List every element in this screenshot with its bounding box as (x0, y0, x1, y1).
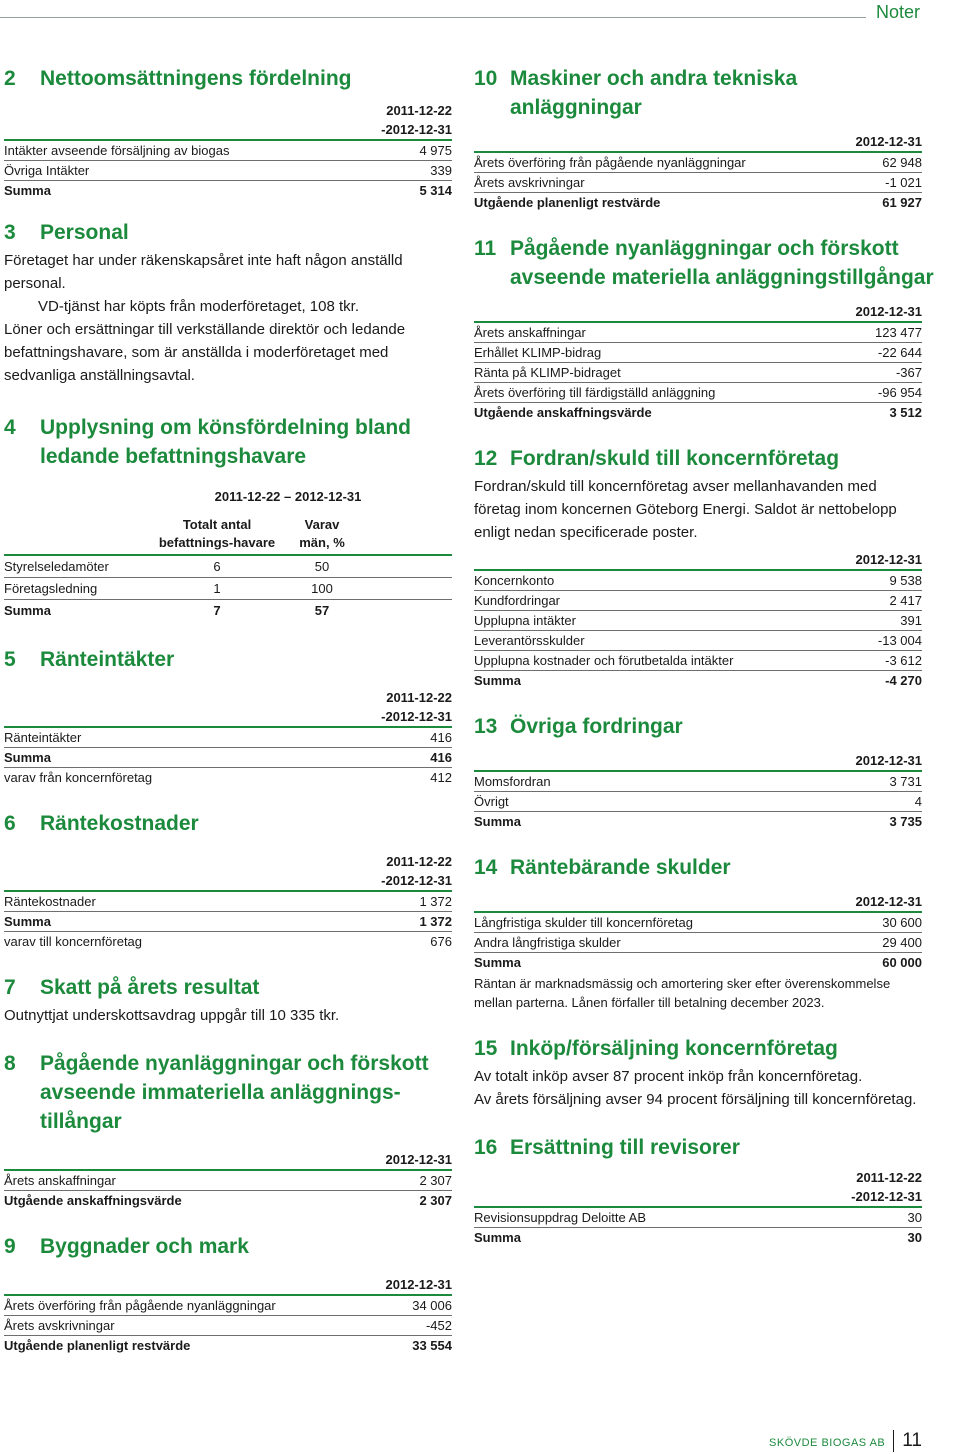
row-value: 3 735 (889, 814, 922, 829)
row-label: varav till koncernföretag (4, 934, 143, 949)
row-label: Årets anskaffningar (4, 1173, 116, 1188)
row-label: Revisionsuppdrag Deloitte AB (474, 1210, 646, 1225)
period-label: 2011-12-22 (386, 854, 452, 869)
row-value: -96 954 (877, 385, 922, 400)
row-value: 676 (430, 934, 452, 949)
row-label: Årets överföring till färdigställd anläggning (474, 385, 716, 400)
note-15-paragraph: Av årets försäljning avser 94 procent försäljning till koncernföretag. (474, 1091, 917, 1108)
note-number: 14 (474, 856, 498, 879)
row-value: 60 000 (882, 955, 922, 970)
row-label: Utgående anskaffningsvärde (4, 1193, 182, 1208)
row-label: Årets överföring från pågående nyanläggningar (4, 1298, 276, 1313)
row-value: -4 270 (885, 673, 922, 688)
note-number: 13 (474, 715, 498, 738)
note-number: 2 (4, 67, 16, 90)
row-value: -22 644 (877, 345, 922, 360)
period-label: 2012-12-31 (474, 550, 922, 571)
row-value: 61 927 (882, 195, 922, 210)
table-row (474, 651, 922, 671)
note-number: 9 (4, 1235, 16, 1258)
row-value: -3 612 (885, 653, 922, 668)
row-value: 2 417 (889, 593, 922, 608)
note-10-heading (474, 64, 922, 122)
note-7-heading (4, 973, 452, 1002)
note-14-heading (474, 853, 922, 882)
row-value: 30 600 (882, 915, 922, 930)
note-6-heading (4, 809, 452, 838)
table-row (4, 181, 452, 200)
period-label: -2012-12-31 (474, 1187, 922, 1208)
table-row (474, 792, 922, 812)
row-value: 1 372 (419, 894, 452, 909)
row-label: Årets anskaffningar (474, 325, 586, 340)
table-header (4, 516, 452, 556)
note-5-table (4, 688, 452, 787)
left-column (4, 64, 452, 1377)
table-row (4, 932, 452, 951)
table-row (474, 913, 922, 933)
row-label: varav från koncernföretag (4, 770, 153, 785)
row-label: Andra långfristiga skulder (474, 935, 621, 950)
table-row (474, 631, 922, 651)
note-3-heading (4, 218, 452, 247)
row-label: Övrigt (474, 794, 509, 809)
note-number: 5 (4, 648, 16, 671)
company-name: SKÖVDE BIOGAS AB (769, 1437, 886, 1449)
table-row (4, 892, 452, 912)
note-11-table (474, 302, 922, 422)
page-number: 11 (902, 1430, 922, 1451)
note-title: Inköp/försäljning koncernföretag (510, 1037, 838, 1060)
table-row (4, 748, 452, 768)
note-title: Räntekostnader (40, 812, 199, 835)
note-title: Övriga fordringar (510, 715, 683, 738)
note-14-table (474, 892, 922, 1012)
table-row (474, 193, 922, 212)
note-13-heading (474, 712, 922, 741)
note-title: Fordran/skuld till koncernföretag (510, 447, 840, 470)
row-value: 3 731 (889, 774, 922, 789)
note-number: 6 (4, 812, 16, 835)
note-16 (474, 1133, 922, 1247)
row-value: 416 (430, 750, 452, 765)
row-value: 29 400 (882, 935, 922, 950)
note-14-footnote: Räntan är marknadsmässig och amortering sker efter överenskommelse mellan parterna. Lånen förfaller till betalning december 2023. (474, 976, 891, 1010)
table-row (474, 953, 922, 972)
table-row (4, 578, 452, 600)
note-13 (474, 712, 922, 831)
row-label: Summa (4, 750, 51, 765)
row-label: Summa (474, 1230, 521, 1245)
row-label: Upplupna intäkter (474, 613, 576, 628)
row-value: 7 (213, 603, 221, 618)
top-rule (0, 17, 866, 18)
note-8-table (4, 1150, 452, 1210)
period-label: 2011-12-22 – 2012-12-31 (214, 489, 362, 504)
note-number: 4 (4, 416, 16, 439)
row-value: 4 (914, 794, 922, 809)
table-row (474, 1208, 922, 1228)
row-label: Ränta på KLIMP-bidraget (474, 365, 621, 380)
period-label: 2012-12-31 (4, 1275, 452, 1296)
table-row (474, 933, 922, 953)
table-row (474, 772, 922, 792)
note-9-table (4, 1275, 452, 1355)
note-4-heading (4, 413, 452, 471)
row-label: Leverantörsskulder (474, 633, 585, 648)
row-value: -367 (895, 365, 922, 380)
row-label: Upplupna kostnader och förutbetalda intäkter (474, 653, 734, 668)
note-title: Upplysning om könsfördelning bland ledande befattningshavare (40, 416, 411, 468)
table-row (474, 671, 922, 690)
note-10-table (474, 132, 922, 212)
note-number: 3 (4, 221, 16, 244)
column-header: Varav män, % (299, 517, 345, 550)
note-11-heading (474, 234, 936, 292)
note-12-heading (474, 444, 922, 473)
table-row (474, 1228, 922, 1247)
note-title: Skatt på årets resultat (40, 976, 260, 999)
row-value: 9 538 (889, 573, 922, 588)
row-label: Årets avskrivningar (4, 1318, 115, 1333)
row-label: Summa (474, 814, 521, 829)
period-label: -2012-12-31 (4, 871, 452, 892)
note-11 (474, 234, 934, 422)
period-label: 2012-12-31 (4, 1150, 452, 1171)
period-label: 2012-12-31 (474, 751, 922, 772)
table-row (4, 912, 452, 932)
note-8 (4, 1049, 452, 1210)
note-title: Ersättning till revisorer (510, 1136, 740, 1159)
table-row (474, 173, 922, 193)
row-label: Erhållet KLIMP-bidrag (474, 345, 602, 360)
note-9 (4, 1232, 452, 1355)
note-12-paragraph: Fordran/skuld till koncernföretag avser mellanhavanden med företag inom koncernen Göteborg Energi. Saldot är nettobelopp enligt nedan specificerade poster. (474, 478, 897, 541)
note-number: 11 (474, 237, 497, 260)
note-title: Ränteintäkter (40, 648, 175, 671)
table-row (4, 1296, 452, 1316)
row-value: -1 021 (885, 175, 922, 190)
row-value: 412 (430, 770, 452, 785)
row-value: 123 477 (875, 325, 922, 340)
row-label: Summa (474, 955, 521, 970)
row-label: Utgående planenligt restvärde (474, 195, 661, 210)
note-3-paragraph: VD-tjänst har köpts från moderföretaget, 108 tkr. (38, 298, 359, 315)
row-label: Summa (4, 183, 51, 198)
note-number: 7 (4, 976, 16, 999)
note-16-heading (474, 1133, 922, 1162)
row-label: Momsfordran (474, 774, 551, 789)
row-value: 100 (311, 581, 333, 596)
table-row (474, 611, 922, 631)
row-value: 57 (314, 603, 330, 618)
table-row (4, 1171, 452, 1191)
row-label: Utgående anskaffningsvärde (474, 405, 652, 420)
table-row (4, 600, 452, 621)
note-10 (474, 64, 922, 212)
note-4 (4, 413, 452, 621)
table-row (474, 363, 922, 383)
row-label: Utgående planenligt restvärde (4, 1338, 191, 1353)
note-3 (4, 218, 452, 387)
row-value: 1 372 (419, 914, 452, 929)
period-label: 2011-12-22 (386, 690, 452, 705)
table-row (474, 383, 922, 403)
row-value: 6 (213, 559, 221, 574)
note-number: 10 (474, 67, 498, 90)
row-label: Summa (4, 603, 51, 618)
table-row (4, 1336, 452, 1355)
note-3-paragraph: Löner och ersättningar till verkställande direktör och ledande befattningshavare, som är anställda i moderföretaget med sedvanliga anställningsavtal. (4, 321, 406, 384)
table-row (474, 591, 922, 611)
row-label: Årets avskrivningar (474, 175, 585, 190)
note-2 (4, 64, 452, 200)
row-value: 62 948 (882, 155, 922, 170)
note-15-heading (474, 1034, 922, 1063)
note-6-table (4, 852, 452, 951)
note-number: 12 (474, 447, 498, 470)
table-row (4, 1316, 452, 1336)
note-12 (474, 444, 922, 690)
row-value: 5 314 (419, 183, 452, 198)
row-label: Årets överföring från pågående nyanläggningar (474, 155, 746, 170)
note-5-heading (4, 645, 452, 674)
row-value: 391 (900, 613, 922, 628)
note-2-heading (4, 64, 452, 93)
note-8-heading (4, 1049, 452, 1136)
note-15-paragraph: Av totalt inköp avser 87 procent inköp från koncernföretag. (474, 1068, 863, 1085)
note-14 (474, 853, 922, 1012)
note-title: Räntebärande skulder (510, 856, 731, 879)
row-label: Företagsledning (4, 581, 98, 596)
note-15 (474, 1034, 922, 1111)
note-title: Byggnader och mark (40, 1235, 249, 1258)
table-row (4, 728, 452, 748)
page-footer (769, 1430, 922, 1452)
note-16-table (474, 1168, 922, 1247)
table-row (4, 1191, 452, 1210)
row-label: Övriga Intäkter (4, 163, 90, 178)
note-13-table (474, 751, 922, 831)
row-value: 2 307 (419, 1173, 452, 1188)
table-row (4, 161, 452, 181)
table-row (474, 153, 922, 173)
period-label: 2012-12-31 (474, 892, 922, 913)
row-value: 4 975 (419, 143, 452, 158)
period-label: 2011-12-22 (386, 103, 452, 118)
row-value: 30 (907, 1210, 922, 1225)
table-row (4, 556, 452, 578)
row-value: 30 (907, 1230, 922, 1245)
note-2-table (4, 101, 452, 200)
note-title: Pågående nyanläggningar och förskott avseende immateriella anläggnings-tillångar (40, 1052, 429, 1133)
note-title: Maskiner och andra tekniska anläggningar (510, 67, 798, 119)
row-label: Styrelseledamöter (4, 559, 109, 574)
row-value: 1 (213, 581, 221, 596)
note-7 (4, 973, 452, 1027)
row-value: 33 554 (412, 1338, 452, 1353)
period-label: -2012-12-31 (4, 707, 452, 728)
row-label: Kundfordringar (474, 593, 560, 608)
note-title: Pågående nyanläggningar och förskott avseende materiella anläggningstillgångar (510, 237, 934, 289)
table-row (474, 403, 922, 422)
note-number: 15 (474, 1037, 498, 1060)
note-6 (4, 809, 452, 951)
table-row (4, 141, 452, 161)
period-label: -2012-12-31 (4, 120, 452, 141)
row-label: Ränteintäkter (4, 730, 82, 745)
note-title: Personal (40, 221, 129, 244)
row-label: Summa (4, 914, 51, 929)
row-value: -452 (425, 1318, 452, 1333)
row-value: 3 512 (889, 405, 922, 420)
row-label: Summa (474, 673, 521, 688)
period-label: 2012-12-31 (474, 132, 922, 153)
note-number: 8 (4, 1052, 16, 1075)
table-row (474, 323, 922, 343)
row-value: 34 006 (412, 1298, 452, 1313)
row-label: Intäkter avseende försäljning av biogas (4, 143, 230, 158)
table-row (474, 571, 922, 591)
period-label: 2011-12-22 (856, 1170, 922, 1185)
row-value: 2 307 (419, 1193, 452, 1208)
table-row (4, 768, 452, 787)
notes-label: Noter (875, 2, 920, 22)
footer-divider (893, 1430, 894, 1452)
column-header: Totalt antal befattnings-havare (158, 517, 276, 550)
note-9-heading (4, 1232, 452, 1261)
note-12-table (474, 550, 922, 690)
row-label: Koncernkonto (474, 573, 555, 588)
table-row (474, 343, 922, 363)
note-5 (4, 645, 452, 787)
table-row (474, 812, 922, 831)
note-number: 16 (474, 1136, 498, 1159)
note-title: Nettoomsättningens fördelning (40, 67, 352, 90)
period-label: 2012-12-31 (474, 302, 922, 323)
note-7-paragraph: Outnyttjat underskottsavdrag uppgår till 10 335 tkr. (4, 1007, 340, 1024)
row-value: 339 (430, 163, 452, 178)
row-value: -13 004 (877, 633, 922, 648)
right-column (474, 64, 934, 1269)
row-label: Räntekostnader (4, 894, 96, 909)
row-value: 416 (430, 730, 452, 745)
row-label: Långfristiga skulder till koncernföretag (474, 915, 693, 930)
row-value: 50 (314, 559, 330, 574)
note-3-paragraph: Företaget har under räkenskapsåret inte haft någon anställd personal. (4, 252, 403, 292)
